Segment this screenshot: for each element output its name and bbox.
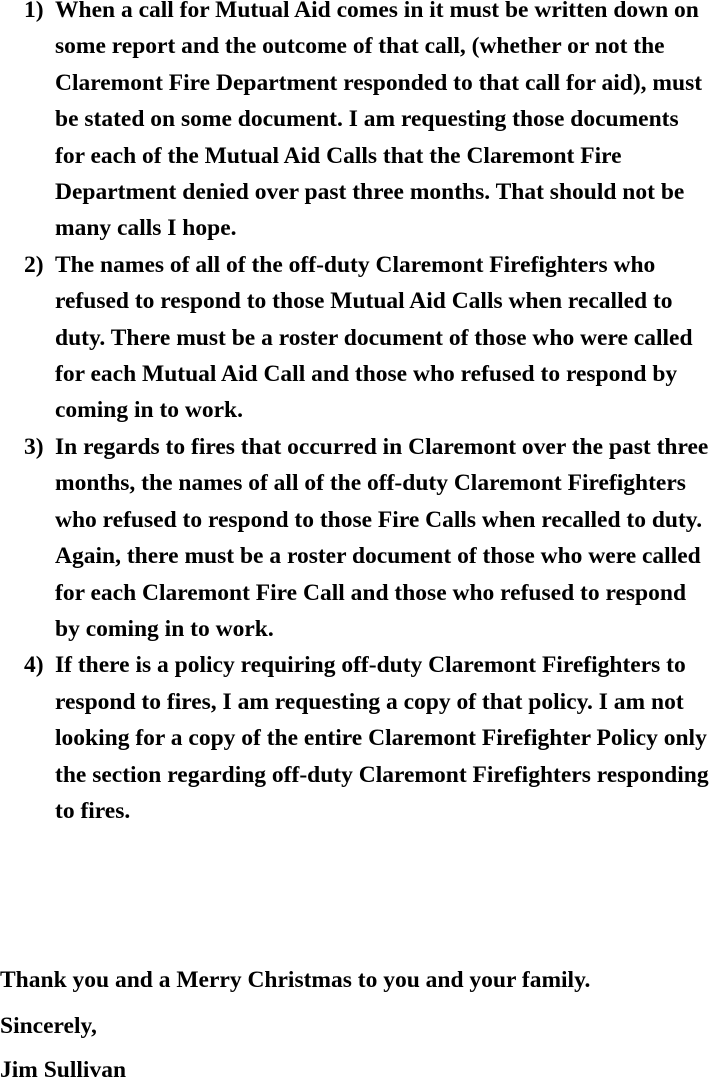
- request-number: 2): [24, 251, 44, 278]
- request-text: When a call for Mutual Aid comes in it must be written down on some report and the outcome of that call, (whether or not the Claremont Fire Department responded to that call for aid), must be stated on some document. I am requesting those documents for each of the Mutual Aid Calls that the Claremont Fire Department denied over past three months. That should not be many calls I hope.: [55, 0, 703, 242]
- request-text: The names of all of the off-duty Claremont Firefighters who refused to respond to those Mutual Aid Calls when recalled to duty. There must be a roster document of those who were called for each Mutual Aid Call and those who refused to respond by coming in to work.: [55, 251, 693, 424]
- request-number: 4): [24, 652, 44, 679]
- request-item-1: [0, 0, 713, 247]
- request-text: If there is a policy requiring off-duty Claremont Firefighters to respond to fires, I am requesting a copy of that policy. I am not looking for a copy of the entire Claremont Firefighter Policy only the section regarding off-duty Claremont Firefighters responding to fires.: [55, 652, 709, 824]
- signature: Jim Sullivan: [0, 1057, 127, 1083]
- request-item-3: [0, 429, 713, 647]
- closing-thanks: Thank you and a Merry Christmas to you and your family.: [0, 967, 591, 993]
- request-item-4: [0, 647, 713, 829]
- request-number: 1): [24, 0, 44, 23]
- request-text: In regards to fires that occurred in Claremont over the past three months, the names of all of the off-duty Claremont Firefighters who refused to respond to those Fire Calls when recalled to duty. Again, there must be a roster document of those who were called for each Claremont Fire Call and those who refused to respond by coming in to work.: [55, 433, 709, 642]
- request-number: 3): [24, 433, 44, 460]
- request-item-2: [0, 247, 713, 429]
- closing-salutation: Sincerely,: [0, 1013, 97, 1039]
